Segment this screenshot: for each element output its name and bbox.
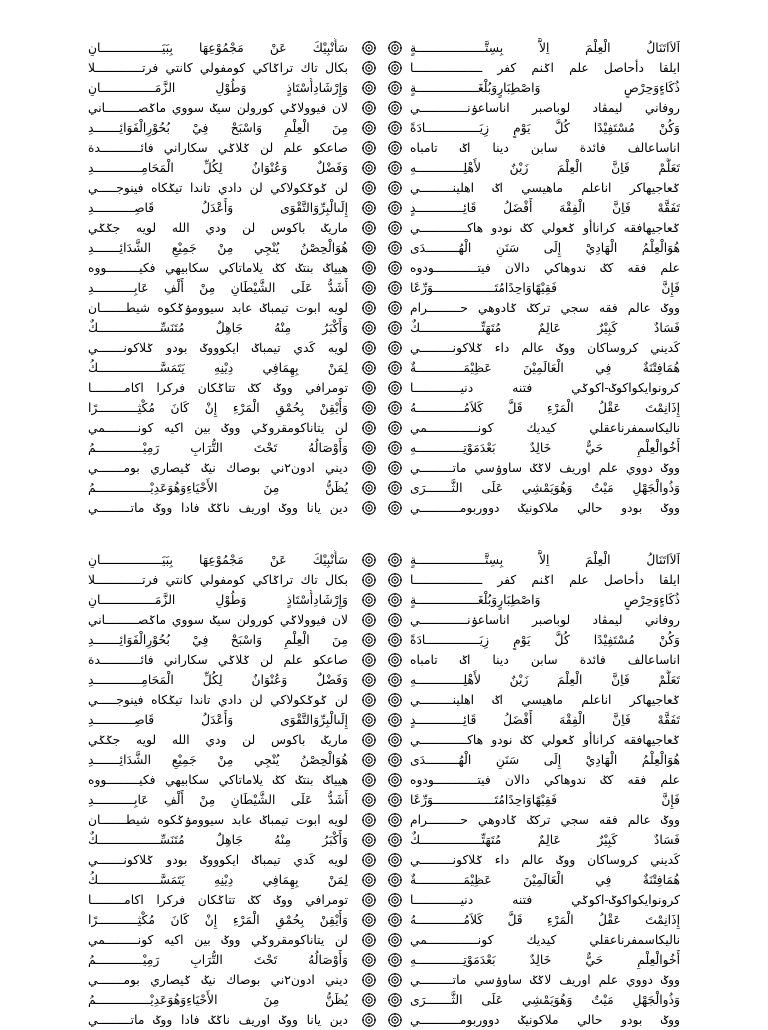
verse-line: لِمَنْ بِهِمَافِي دِيْنِهِ يَتَمَسَّـــــــــــــــــكُ — [88, 361, 348, 375]
floral-ornament-icon — [384, 970, 406, 990]
floral-ornament-icon — [384, 458, 406, 478]
floral-ornament-icon — [384, 98, 406, 118]
verse-line: علم فقه كݢ ندوهاكي دالان فيتــــــــــــودوه — [410, 773, 680, 787]
verse-line: وَأَكْبَرُ مِنْهُ جَاهِلٌ مُتَنَسِّـــــــــــــــــكٌ — [88, 321, 348, 335]
floral-ornament-icon — [358, 850, 380, 870]
ornament-column-right — [384, 550, 406, 998]
verse-line: وَكُنْ مُسْتَفِيْدًا كُلَّ يَوْمٍ زِيَـــــــــــــــادَةً — [410, 121, 680, 135]
verse-line: اَلاَاتَنَالُ الْعِلْمَ اِلاَّ بِسِتَّـــــــــــــــــــةٍ — [410, 553, 680, 567]
verse-line: هُوَالْعِلْمُ الْهَادِيْ إِلَى سَنَنِ الْهُـــــــــدَى — [410, 753, 680, 767]
verse-line: يُظَنُّ مِنَ الأَحْيَاءِوَهُوَعَدِيْـــــــــــــــمُ — [88, 481, 348, 495]
left-column — [88, 550, 348, 1027]
verse-line: إِذَانِمْتَ عَقْلُ الْمَرْءِ قَلَّ كَلاَمُـــــــــــــهُ — [410, 913, 680, 927]
floral-ornament-icon — [384, 398, 406, 418]
verse-line: وَأَوْصَالُهُ تَحْتَ التُّرَابِ رَمِيْـــــــــــــمُ — [88, 441, 348, 455]
floral-ornament-icon — [358, 138, 380, 158]
verse-line: ماريݢ باكوس لن ودي الله لويه جݢݢي — [88, 221, 348, 235]
verse-line: لان فيوولاݢي كورولن سيݢ سووي ماݢصـــــــــاني — [88, 101, 348, 115]
floral-ornament-icon — [358, 238, 380, 258]
floral-ornament-icon — [358, 458, 380, 478]
verse-line: سَأُنْبِيْكَ عَنْ مَجْمُوْعِهَا بِبَيَـــــــــــــــــانِ — [88, 41, 348, 55]
floral-ornament-icon — [384, 198, 406, 218]
floral-ornament-icon — [384, 38, 406, 58]
floral-ornament-icon — [358, 158, 380, 178]
floral-ornament-icon — [384, 178, 406, 198]
floral-ornament-icon — [358, 770, 380, 790]
floral-ornament-icon — [384, 890, 406, 910]
verse-line: أَخُوالْعِلْمِ حَيٌّ خَالِدٌ بَعْدَمَوْتِـــــــــــــهِ — [410, 441, 680, 455]
floral-ornament-icon — [384, 550, 406, 570]
floral-ornament-icon — [358, 610, 380, 630]
ornament-column-left — [358, 550, 380, 998]
floral-ornament-icon — [358, 930, 380, 950]
verse-line: وَأَكْبَرُ مِنْهُ جَاهِلٌ مُتَنَسِّـــــــــــــــــكٌ — [88, 833, 348, 847]
floral-ornament-icon — [358, 810, 380, 830]
verse-line: فَإِنَّ فَقِيْهًاوَاحِدًامُتَـــــــــــــــــوَرِّعًا — [410, 281, 680, 295]
floral-ornament-icon — [358, 318, 380, 338]
verse-line: هُمَافِتْنَةٌ فِي الْعَالَمِيْنَ عَظِيْمَـــــــــــــةٌ — [410, 873, 680, 887]
floral-ornament-icon — [358, 790, 380, 810]
ornament-column-left — [358, 38, 380, 486]
verse-line: فَسَادٌ كَبِيْرٌ عَالِمٌ مُتَهَتِّـــــــــــــــــكٌ — [410, 833, 680, 847]
verse-line: مِنَ الْعِلْمِ وَاسْبَحْ فِيْ بُحُوْرِالْفَوَائِـــــــدِ — [88, 121, 348, 135]
verse-line: بكال تاك تراݢاكي كومفولي كانتي فرتـــــــــــــلا — [88, 61, 348, 75]
floral-ornament-icon — [358, 970, 380, 990]
floral-ornament-icon — [358, 58, 380, 78]
floral-ornament-icon — [384, 790, 406, 810]
verse-line: ذُكَاءٍوَحِرْصٍ وَاصْطِبَارٍوَبُلْغَـــــــــــــــــةٍ — [410, 81, 680, 95]
verse-line: ووݢ دووي علم اوريف لاݢݢ ساوۏسي ماتـــــــــي — [410, 461, 680, 475]
verse-line: وَفَضْلٌ وَعُنْوَانٌ لِكُلِّ الْمَحَامِـــــــــــــدِ — [88, 673, 348, 687]
floral-ornament-icon — [358, 178, 380, 198]
verse-line: كرونوايكواكوݢ-اكوݢي فتنه دنيـــــــــــــا — [410, 893, 680, 907]
verse-line: سَأُنْبِيْكَ عَنْ مَجْمُوْعِهَا بِبَيَـــــــــــــــــانِ — [88, 553, 348, 567]
verse-line: دين يانا ووݢ اوريف ناݢݢ فادا ووݢ ماتـــــــــي — [88, 501, 348, 515]
verse-line: لن ݢوݢكولاكي لن دادي تاندا تيݢكاه فينوجـــــي — [88, 181, 348, 195]
verse-line: لويه ابوت تيمباݢ عابد سيوومۏݢكوه شيطـــــــان — [88, 813, 348, 827]
verse-line: ذُكَاءٍوَحِرْصٍ وَاصْطِبَارٍوَبُلْغَـــــــــــــــــةٍ — [410, 593, 680, 607]
floral-ornament-icon — [358, 78, 380, 98]
verse-line: هُمَافِتْنَةٌ فِي الْعَالَمِيْنَ عَظِيْمَـــــــــــــةٌ — [410, 361, 680, 375]
floral-ornament-icon — [358, 98, 380, 118]
floral-ornament-icon — [384, 278, 406, 298]
floral-ornament-icon — [384, 358, 406, 378]
verse-line: وَأَيْقِنْ بِحُمْقِ الْمَرْءِ إِنْ كَانَ مُكْثِـــــــــــرًا — [88, 913, 348, 927]
floral-ornament-icon — [358, 830, 380, 850]
floral-ornament-icon — [384, 810, 406, 830]
floral-ornament-icon — [384, 910, 406, 930]
verse-line: تومرافي ووݢ كݢ تتاݢكان فركرا اكامـــــــــا — [88, 381, 348, 395]
floral-ornament-icon — [384, 118, 406, 138]
verse-line: اناساعالف فائدة سابن دينا اݢ تامباه — [410, 141, 680, 155]
floral-ornament-icon — [384, 650, 406, 670]
verse-line: صاعكو علم لن ݢلاݢي سكاراني فائـــــــــــدة — [88, 141, 348, 155]
verse-line: ووݢ دووي علم اوريف لاݢݢ ساوۏسي ماتـــــــــي — [410, 973, 680, 987]
verse-line: فَسَادٌ كَبِيْرٌ عَالِمٌ مُتَهَتِّـــــــــــــــــكٌ — [410, 321, 680, 335]
verse-line: ݢعاجيهافقه كراناأو ݢعولي كݢ نودو هاكـــــــــــــي — [410, 733, 680, 747]
floral-ornament-icon — [384, 730, 406, 750]
floral-ornament-icon — [358, 750, 380, 770]
floral-ornament-icon — [358, 630, 380, 650]
floral-ornament-icon — [358, 438, 380, 458]
verse-line: هيياݢ بنتݢ كݢ يلاماتاكي سكابيهي فكيـــــــــووه — [88, 773, 348, 787]
floral-ornament-icon — [384, 690, 406, 710]
floral-ornament-icon — [384, 218, 406, 238]
verse-line: لويه كَدي تيمباݢ ايكوووݢ بودو ݢلاكونـــــــي — [88, 341, 348, 355]
floral-ornament-icon — [384, 710, 406, 730]
verse-line: إِلَىالْبِرِّوَالتَّقْوَى وَأَعْدَلُ قَاصِـــــــــــدِ — [88, 713, 348, 727]
floral-ornament-icon — [384, 298, 406, 318]
floral-ornament-icon — [358, 258, 380, 278]
floral-ornament-icon — [384, 950, 406, 970]
floral-ornament-icon — [358, 650, 380, 670]
verse-line: ديني ادون٢ني بوصاك نيݢ ݢيصاري بومـــــــي — [88, 973, 348, 987]
floral-ornament-icon — [384, 338, 406, 358]
verse-line: دين يانا ووݢ اوريف ناݢݢ فادا ووݢ ماتـــــــــي — [88, 1013, 348, 1027]
verse-line: اَلاَاتَنَالُ الْعِلْمَ اِلاَّ بِسِتَّـــــــــــــــــــةٍ — [410, 41, 680, 55]
left-column — [88, 38, 348, 515]
verse-line: ايلقا دأحاصل علم اݢنم كفر ـــــــــــــــــــا — [410, 61, 680, 75]
floral-ornament-icon — [384, 830, 406, 850]
verse-line: لن يتاناكومقروݢي ووݢ بين اكيه كونـــــــــمي — [88, 421, 348, 435]
floral-ornament-icon — [384, 378, 406, 398]
verse-line: تَفَقَّهْ فَاِنَّ الْفِقْهَ أَفْضَلُ قَائِـــــــــــــدٍ — [410, 201, 680, 215]
verse-line: لويه ابوت تيمباݢ عابد سيوومۏݢكوه شيطـــــــان — [88, 301, 348, 315]
verse-line: وَإِرْشَادِأُسْتَاذٍ وَطُوْلِ الزَّمَـــــــــــــــانِ — [88, 593, 348, 607]
verse-line: لن ݢوݢكولاكي لن دادي تاندا تيݢكاه فينوجـــــي — [88, 693, 348, 707]
floral-ornament-icon — [384, 610, 406, 630]
floral-ornament-icon — [358, 670, 380, 690]
verse-line: هُوَالْحِصْنُ يُنْجِي مِنْ جَمِيْعِ الشَّدَائِـــــــدِ — [88, 753, 348, 767]
floral-ornament-icon — [358, 710, 380, 730]
floral-ornament-icon — [358, 730, 380, 750]
verse-line: وَأَوْصَالُهُ تَحْتَ التُّرَابِ رَمِيْـــــــــــــمُ — [88, 953, 348, 967]
floral-ornament-icon — [384, 158, 406, 178]
verse-line: أَشَدُّ عَلَى الشَّيْطَانِ مِنْ أَلْفِ عَابِـــــــــــدِ — [88, 793, 348, 807]
floral-ornament-icon — [384, 1010, 406, 1030]
verse-line: وَكُنْ مُسْتَفِيْدًا كُلَّ يَوْمٍ زِيَـــــــــــــــادَةً — [410, 633, 680, 647]
verse-line: ݢعاجيهاكر اناعلم ماهيسي اݢ اهلينـــــــــي — [410, 693, 680, 707]
floral-ornament-icon — [358, 278, 380, 298]
verse-line: هُوَالْعِلْمُ الْهَادِيْ إِلَى سَنَنِ الْهُـــــــــدَى — [410, 241, 680, 255]
floral-ornament-icon — [358, 358, 380, 378]
verse-line: وَفَضْلٌ وَعُنْوَانٌ لِكُلِّ الْمَحَامِـــــــــــــدِ — [88, 161, 348, 175]
floral-ornament-icon — [384, 58, 406, 78]
verse-line: أَخُوالْعِلْمِ حَيٌّ خَالِدٌ بَعْدَمَوْتِـــــــــــــهِ — [410, 953, 680, 967]
floral-ornament-icon — [384, 750, 406, 770]
floral-ornament-icon — [384, 78, 406, 98]
verse-line: إِذَانِمْتَ عَقْلُ الْمَرْءِ قَلَّ كَلاَمُـــــــــــــهُ — [410, 401, 680, 415]
floral-ornament-icon — [384, 770, 406, 790]
verse-line: ديني ادون٢ني بوصاك نيݢ ݢيصاري بومـــــــي — [88, 461, 348, 475]
floral-ornament-icon — [358, 478, 380, 498]
page-bottom — [0, 512, 768, 1027]
verse-line: إِلَىالْبِرِّوَالتَّقْوَى وَأَعْدَلُ قَاصِـــــــــــدِ — [88, 201, 348, 215]
floral-ornament-icon — [384, 418, 406, 438]
floral-ornament-icon — [358, 418, 380, 438]
verse-line: روفاني ليمڤاد لوباصبر اناساعۏنـــــــــــــي — [410, 101, 680, 115]
floral-ornament-icon — [384, 670, 406, 690]
verse-line: وَأَيْقِنْ بِحُمْقِ الْمَرْءِ إِنْ كَانَ مُكْثِـــــــــــرًا — [88, 401, 348, 415]
floral-ornament-icon — [358, 1010, 380, 1030]
floral-ornament-icon — [384, 318, 406, 338]
floral-ornament-icon — [358, 570, 380, 590]
right-column — [410, 550, 680, 1027]
verse-line: بكال تاك تراݢاكي كومفولي كانتي فرتـــــــــــــلا — [88, 573, 348, 587]
floral-ornament-icon — [358, 590, 380, 610]
floral-ornament-icon — [384, 570, 406, 590]
verse-line: اناساعالف فائدة سابن دينا اݢ تامباه — [410, 653, 680, 667]
verse-line: كَديني كروساكان ووݢ عالم داء ݢلاكونـــــــــي — [410, 341, 680, 355]
floral-ornament-icon — [358, 38, 380, 58]
verse-line: أَشَدُّ عَلَى الشَّيْطَانِ مِنْ أَلْفِ عَابِـــــــــــدِ — [88, 281, 348, 295]
verse-line: وَذُوالْجَهْلِ مَيْتٌ وَهُوَيَمْشِي عَلَى الثَّـــــــرَى — [410, 481, 680, 495]
floral-ornament-icon — [384, 238, 406, 258]
floral-ornament-icon — [384, 138, 406, 158]
poem-columns — [88, 38, 680, 515]
verse-line: تومرافي ووݢ كݢ تتاݢكان فركرا اكامـــــــــا — [88, 893, 348, 907]
verse-line: ووݢ عالم فقه سجي تركݢ ݢادوهي حـــــــــرام — [410, 301, 680, 315]
floral-ornament-icon — [358, 870, 380, 890]
verse-line: هيياݢ بنتݢ كݢ يلاماتاكي سكابيهي فكيـــــــــووه — [88, 261, 348, 275]
verse-line: ݢعاجيهافقه كراناأو ݢعولي كݢ نودو هاكـــــــــــــي — [410, 221, 680, 235]
verse-line: تَفَقَّهْ فَاِنَّ الْفِقْهَ أَفْضَلُ قَائِـــــــــــــدٍ — [410, 713, 680, 727]
floral-ornament-icon — [358, 378, 380, 398]
floral-ornament-icon — [384, 590, 406, 610]
floral-ornament-icon — [384, 438, 406, 458]
floral-ornament-icon — [358, 198, 380, 218]
verse-line: علم فقه كݢ ندوهاكي دالان فيتــــــــــــودوه — [410, 261, 680, 275]
verse-line: يُظَنُّ مِنَ الأَحْيَاءِوَهُوَعَدِيْـــــــــــــــمُ — [88, 993, 348, 1007]
verse-line: وَذُوالْجَهْلِ مَيْتٌ وَهُوَيَمْشِي عَلَى الثَّـــــــرَى — [410, 993, 680, 1007]
verse-line: ووݢ بودو حالي ملاكونيݢ دووربومـــــــــــي — [410, 501, 680, 515]
verse-line: ݢعاجيهاكر اناعلم ماهيسي اݢ اهلينـــــــــي — [410, 181, 680, 195]
verse-line: ناليكاسمفرناعقلي كيديك كونــــــــــــــمي — [410, 933, 680, 947]
verse-line: كرونوايكواكوݢ-اكوݢي فتنه دنيـــــــــــــا — [410, 381, 680, 395]
floral-ornament-icon — [384, 258, 406, 278]
floral-ornament-icon — [358, 398, 380, 418]
floral-ornament-icon — [384, 850, 406, 870]
verse-line: ووݢ بودو حالي ملاكونيݢ دووربومـــــــــــي — [410, 1013, 680, 1027]
verse-line: ماريݢ باكوس لن ودي الله لويه جݢݢي — [88, 733, 348, 747]
floral-ornament-icon — [358, 910, 380, 930]
verse-line: فَإِنَّ فَقِيْهًاوَاحِدًامُتَـــــــــــــــــوَرِّعًا — [410, 793, 680, 807]
verse-line: روفاني ليمڤاد لوباصبر اناساعۏنـــــــــــــي — [410, 613, 680, 627]
floral-ornament-icon — [358, 890, 380, 910]
verse-line: ووݢ عالم فقه سجي تركݢ ݢادوهي حـــــــــرام — [410, 813, 680, 827]
floral-ornament-icon — [358, 218, 380, 238]
verse-line: وَإِرْشَادِأُسْتَاذٍ وَطُوْلِ الزَّمَـــــــــــــــانِ — [88, 81, 348, 95]
verse-line: ايلقا دأحاصل علم اݢنم كفر ـــــــــــــــــــا — [410, 573, 680, 587]
verse-line: لن يتاناكومقروݢي ووݢ بين اكيه كونـــــــــمي — [88, 933, 348, 947]
verse-line: صاعكو علم لن ݢلاݢي سكاراني فائـــــــــــدة — [88, 653, 348, 667]
floral-ornament-icon — [358, 298, 380, 318]
ornament-column-right — [384, 38, 406, 486]
floral-ornament-icon — [358, 950, 380, 970]
right-column — [410, 38, 680, 515]
floral-ornament-icon — [358, 118, 380, 138]
floral-ornament-icon — [358, 338, 380, 358]
verse-line: لويه كَدي تيمباݢ ايكوووݢ بودو ݢلاكونـــــــي — [88, 853, 348, 867]
floral-ornament-icon — [384, 478, 406, 498]
floral-ornament-icon — [358, 550, 380, 570]
verse-line: لِمَنْ بِهِمَافِي دِيْنِهِ يَتَمَسَّـــــــــــــــــكُ — [88, 873, 348, 887]
verse-line: ناليكاسمفرناعقلي كيديك كونــــــــــــــمي — [410, 421, 680, 435]
verse-line: هُوَالْحِصْنُ يُنْجِي مِنْ جَمِيْعِ الشَّدَائِـــــــدِ — [88, 241, 348, 255]
verse-line: مِنَ الْعِلْمِ وَاسْبَحْ فِيْ بُحُوْرِالْفَوَائِـــــــدِ — [88, 633, 348, 647]
floral-ornament-icon — [384, 990, 406, 1010]
poem-columns — [88, 550, 680, 1027]
floral-ornament-icon — [384, 630, 406, 650]
verse-line: كَديني كروساكان ووݢ عالم داء ݢلاكونـــــــــي — [410, 853, 680, 867]
verse-line: تَعَلَّمْ فَاِنَّ الْعِلْمَ زَيْنٌ لأَهْلِـــــــــــــهِ — [410, 673, 680, 687]
floral-ornament-icon — [358, 990, 380, 1010]
floral-ornament-icon — [358, 690, 380, 710]
floral-ornament-icon — [384, 870, 406, 890]
verse-line: تَعَلَّمْ فَاِنَّ الْعِلْمَ زَيْنٌ لأَهْلِـــــــــــــهِ — [410, 161, 680, 175]
floral-ornament-icon — [384, 930, 406, 950]
verse-line: لان فيوولاݢي كورولن سيݢ سووي ماݢصـــــــــاني — [88, 613, 348, 627]
